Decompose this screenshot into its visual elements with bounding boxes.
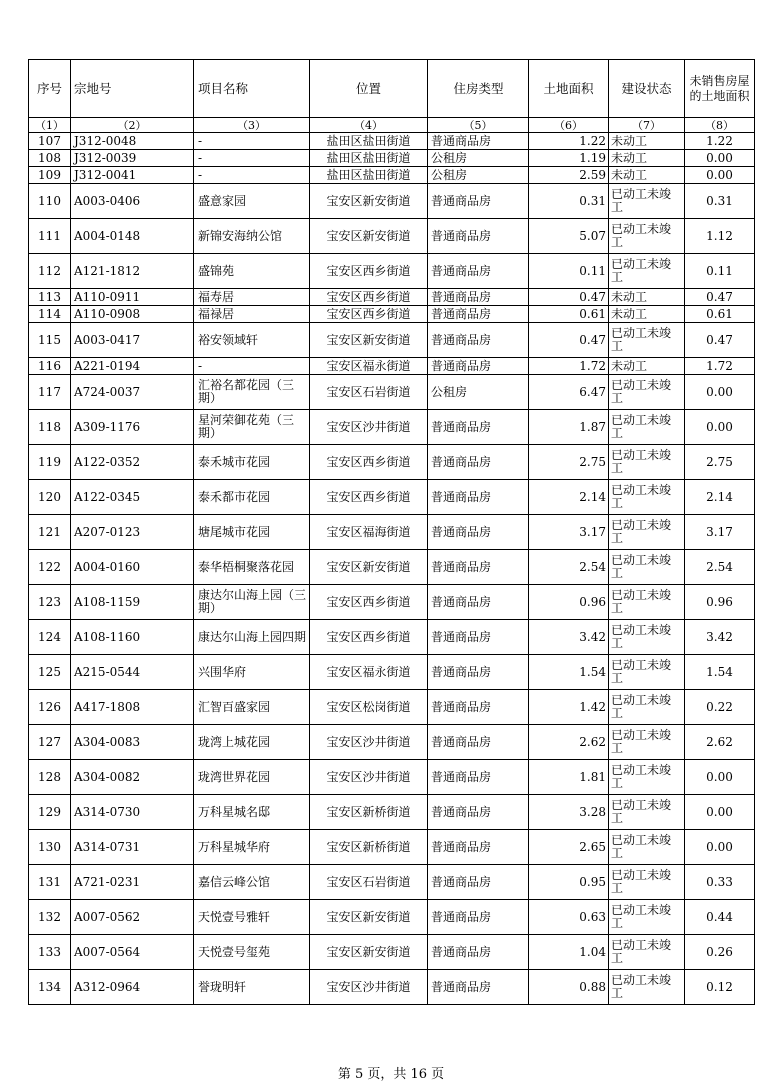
cell-land-area: 0.47 bbox=[529, 323, 609, 358]
cell-plot-number: A121-1812 bbox=[71, 254, 194, 289]
cell-plot-number: A724-0037 bbox=[71, 375, 194, 410]
cell-plot-number: A312-0964 bbox=[71, 970, 194, 1005]
cell-unsold-land-area: 0.61 bbox=[685, 306, 755, 323]
cell-housing-type: 公租房 bbox=[428, 150, 529, 167]
cell-project-name: 汇裕名都花园（三期） bbox=[194, 375, 310, 410]
column-number: （6） bbox=[529, 118, 609, 133]
table-row bbox=[29, 410, 755, 445]
header-land-area: 土地面积 bbox=[529, 60, 609, 118]
cell-project-name: 新锦安海纳公馆 bbox=[194, 219, 310, 254]
cell-construction-status: 未动工 bbox=[609, 167, 685, 184]
column-number: （8） bbox=[685, 118, 755, 133]
column-number: （3） bbox=[194, 118, 310, 133]
cell-land-area: 0.47 bbox=[529, 289, 609, 306]
cell-serial: 130 bbox=[29, 830, 71, 865]
cell-location: 宝安区沙井街道 bbox=[310, 760, 428, 795]
cell-plot-number: A007-0564 bbox=[71, 935, 194, 970]
cell-unsold-land-area: 0.00 bbox=[685, 167, 755, 184]
cell-construction-status: 已动工未竣工 bbox=[609, 900, 685, 935]
cell-location: 宝安区沙井街道 bbox=[310, 410, 428, 445]
table-row bbox=[29, 375, 755, 410]
cell-project-name: - bbox=[194, 133, 310, 150]
cell-housing-type: 普通商品房 bbox=[428, 690, 529, 725]
cell-construction-status: 已动工未竣工 bbox=[609, 445, 685, 480]
cell-housing-type: 普通商品房 bbox=[428, 133, 529, 150]
cell-housing-type: 普通商品房 bbox=[428, 480, 529, 515]
cell-project-name: 裕安领域轩 bbox=[194, 323, 310, 358]
cell-serial: 119 bbox=[29, 445, 71, 480]
cell-construction-status: 未动工 bbox=[609, 358, 685, 375]
cell-land-area: 1.54 bbox=[529, 655, 609, 690]
cell-location: 宝安区沙井街道 bbox=[310, 970, 428, 1005]
cell-housing-type: 普通商品房 bbox=[428, 725, 529, 760]
cell-construction-status: 已动工未竣工 bbox=[609, 184, 685, 219]
cell-land-area: 2.65 bbox=[529, 830, 609, 865]
header-row bbox=[29, 60, 755, 118]
table-row bbox=[29, 150, 755, 167]
cell-land-area: 3.42 bbox=[529, 620, 609, 655]
cell-construction-status: 已动工未竣工 bbox=[609, 620, 685, 655]
cell-construction-status: 已动工未竣工 bbox=[609, 375, 685, 410]
cell-unsold-land-area: 2.54 bbox=[685, 550, 755, 585]
cell-construction-status: 已动工未竣工 bbox=[609, 795, 685, 830]
cell-project-name: 塘尾城市花园 bbox=[194, 515, 310, 550]
cell-construction-status: 已动工未竣工 bbox=[609, 219, 685, 254]
table-row bbox=[29, 830, 755, 865]
table-row bbox=[29, 655, 755, 690]
cell-location: 宝安区石岩街道 bbox=[310, 865, 428, 900]
cell-plot-number: A108-1159 bbox=[71, 585, 194, 620]
cell-serial: 121 bbox=[29, 515, 71, 550]
cell-unsold-land-area: 2.75 bbox=[685, 445, 755, 480]
cell-housing-type: 公租房 bbox=[428, 167, 529, 184]
cell-unsold-land-area: 0.00 bbox=[685, 795, 755, 830]
cell-project-name: 嘉信云峰公馆 bbox=[194, 865, 310, 900]
cell-land-area: 2.62 bbox=[529, 725, 609, 760]
cell-serial: 132 bbox=[29, 900, 71, 935]
cell-housing-type: 普通商品房 bbox=[428, 620, 529, 655]
cell-project-name: - bbox=[194, 150, 310, 167]
cell-housing-type: 普通商品房 bbox=[428, 306, 529, 323]
cell-housing-type: 普通商品房 bbox=[428, 970, 529, 1005]
cell-land-area: 0.88 bbox=[529, 970, 609, 1005]
header-project-name: 项目名称 bbox=[194, 60, 310, 118]
table-row bbox=[29, 760, 755, 795]
cell-housing-type: 公租房 bbox=[428, 375, 529, 410]
cell-project-name: 珑湾世界花园 bbox=[194, 760, 310, 795]
cell-project-name: 誉珑明轩 bbox=[194, 970, 310, 1005]
cell-land-area: 3.17 bbox=[529, 515, 609, 550]
table-row bbox=[29, 184, 755, 219]
cell-plot-number: A122-0352 bbox=[71, 445, 194, 480]
cell-plot-number: A207-0123 bbox=[71, 515, 194, 550]
table-row bbox=[29, 970, 755, 1005]
cell-construction-status: 已动工未竣工 bbox=[609, 760, 685, 795]
cell-land-area: 1.87 bbox=[529, 410, 609, 445]
cell-project-name: - bbox=[194, 358, 310, 375]
cell-unsold-land-area: 0.00 bbox=[685, 830, 755, 865]
cell-project-name: 福寿居 bbox=[194, 289, 310, 306]
cell-housing-type: 普通商品房 bbox=[428, 830, 529, 865]
cell-construction-status: 已动工未竣工 bbox=[609, 410, 685, 445]
cell-unsold-land-area: 0.22 bbox=[685, 690, 755, 725]
cell-housing-type: 普通商品房 bbox=[428, 358, 529, 375]
cell-serial: 128 bbox=[29, 760, 71, 795]
header-serial: 序号 bbox=[29, 60, 71, 118]
cell-construction-status: 已动工未竣工 bbox=[609, 690, 685, 725]
table-row bbox=[29, 445, 755, 480]
cell-plot-number: A304-0082 bbox=[71, 760, 194, 795]
cell-land-area: 2.14 bbox=[529, 480, 609, 515]
cell-project-name: 盛锦苑 bbox=[194, 254, 310, 289]
cell-serial: 134 bbox=[29, 970, 71, 1005]
cell-construction-status: 未动工 bbox=[609, 306, 685, 323]
cell-land-area: 1.04 bbox=[529, 935, 609, 970]
column-number-row bbox=[29, 118, 755, 133]
cell-location: 盐田区盐田街道 bbox=[310, 167, 428, 184]
cell-location: 宝安区新安街道 bbox=[310, 900, 428, 935]
column-number: （7） bbox=[609, 118, 685, 133]
cell-land-area: 0.31 bbox=[529, 184, 609, 219]
cell-location: 盐田区盐田街道 bbox=[310, 150, 428, 167]
cell-location: 宝安区西乡街道 bbox=[310, 445, 428, 480]
cell-construction-status: 已动工未竣工 bbox=[609, 725, 685, 760]
cell-project-name: 万科星城名邸 bbox=[194, 795, 310, 830]
table-row bbox=[29, 167, 755, 184]
cell-housing-type: 普通商品房 bbox=[428, 219, 529, 254]
cell-location: 宝安区新安街道 bbox=[310, 935, 428, 970]
cell-serial: 125 bbox=[29, 655, 71, 690]
cell-unsold-land-area: 0.47 bbox=[685, 323, 755, 358]
cell-serial: 131 bbox=[29, 865, 71, 900]
cell-unsold-land-area: 0.47 bbox=[685, 289, 755, 306]
cell-land-area: 1.72 bbox=[529, 358, 609, 375]
cell-housing-type: 普通商品房 bbox=[428, 585, 529, 620]
cell-unsold-land-area: 3.42 bbox=[685, 620, 755, 655]
cell-serial: 114 bbox=[29, 306, 71, 323]
cell-construction-status: 已动工未竣工 bbox=[609, 970, 685, 1005]
cell-plot-number: A007-0562 bbox=[71, 900, 194, 935]
cell-land-area: 1.19 bbox=[529, 150, 609, 167]
table-row bbox=[29, 935, 755, 970]
cell-serial: 109 bbox=[29, 167, 71, 184]
cell-housing-type: 普通商品房 bbox=[428, 445, 529, 480]
page-footer: 第 5 页，共 16 页 bbox=[337, 1067, 445, 1082]
cell-location: 宝安区新桥街道 bbox=[310, 830, 428, 865]
cell-location: 宝安区福永街道 bbox=[310, 655, 428, 690]
cell-land-area: 6.47 bbox=[529, 375, 609, 410]
cell-plot-number: A304-0083 bbox=[71, 725, 194, 760]
cell-land-area: 3.28 bbox=[529, 795, 609, 830]
cell-project-name: 康达尔山海上园（三期） bbox=[194, 585, 310, 620]
cell-construction-status: 已动工未竣工 bbox=[609, 323, 685, 358]
cell-housing-type: 普通商品房 bbox=[428, 760, 529, 795]
cell-location: 宝安区石岩街道 bbox=[310, 375, 428, 410]
header-unsold-land-area: 未销售房屋的土地面积 bbox=[685, 60, 755, 118]
cell-serial: 116 bbox=[29, 358, 71, 375]
cell-unsold-land-area: 2.62 bbox=[685, 725, 755, 760]
cell-unsold-land-area: 0.33 bbox=[685, 865, 755, 900]
cell-unsold-land-area: 0.11 bbox=[685, 254, 755, 289]
cell-housing-type: 普通商品房 bbox=[428, 935, 529, 970]
cell-construction-status: 未动工 bbox=[609, 150, 685, 167]
cell-plot-number: A108-1160 bbox=[71, 620, 194, 655]
cell-project-name: 万科星城华府 bbox=[194, 830, 310, 865]
cell-plot-number: J312-0039 bbox=[71, 150, 194, 167]
cell-serial: 129 bbox=[29, 795, 71, 830]
cell-project-name: 天悦壹号雅轩 bbox=[194, 900, 310, 935]
table-row bbox=[29, 585, 755, 620]
cell-project-name: 康达尔山海上园四期 bbox=[194, 620, 310, 655]
table-row bbox=[29, 480, 755, 515]
column-number: （2） bbox=[71, 118, 194, 133]
column-number: （4） bbox=[310, 118, 428, 133]
cell-serial: 133 bbox=[29, 935, 71, 970]
cell-construction-status: 未动工 bbox=[609, 133, 685, 150]
column-number: （5） bbox=[428, 118, 529, 133]
cell-serial: 127 bbox=[29, 725, 71, 760]
cell-plot-number: A215-0544 bbox=[71, 655, 194, 690]
cell-location: 宝安区西乡街道 bbox=[310, 585, 428, 620]
cell-construction-status: 已动工未竣工 bbox=[609, 515, 685, 550]
cell-land-area: 1.42 bbox=[529, 690, 609, 725]
cell-unsold-land-area: 0.12 bbox=[685, 970, 755, 1005]
table-row bbox=[29, 358, 755, 375]
table-row bbox=[29, 795, 755, 830]
cell-project-name: 星河荣御花苑（三期） bbox=[194, 410, 310, 445]
cell-land-area: 1.81 bbox=[529, 760, 609, 795]
cell-housing-type: 普通商品房 bbox=[428, 323, 529, 358]
cell-plot-number: A110-0911 bbox=[71, 289, 194, 306]
cell-housing-type: 普通商品房 bbox=[428, 254, 529, 289]
cell-project-name: 珑湾上城花园 bbox=[194, 725, 310, 760]
table-row bbox=[29, 725, 755, 760]
cell-unsold-land-area: 2.14 bbox=[685, 480, 755, 515]
cell-housing-type: 普通商品房 bbox=[428, 655, 529, 690]
table-row bbox=[29, 515, 755, 550]
cell-serial: 111 bbox=[29, 219, 71, 254]
cell-housing-type: 普通商品房 bbox=[428, 900, 529, 935]
cell-construction-status: 已动工未竣工 bbox=[609, 655, 685, 690]
cell-serial: 122 bbox=[29, 550, 71, 585]
cell-land-area: 0.61 bbox=[529, 306, 609, 323]
table-row bbox=[29, 289, 755, 306]
cell-location: 宝安区新桥街道 bbox=[310, 795, 428, 830]
cell-location: 宝安区新安街道 bbox=[310, 550, 428, 585]
cell-unsold-land-area: 0.00 bbox=[685, 150, 755, 167]
table-row bbox=[29, 865, 755, 900]
cell-construction-status: 已动工未竣工 bbox=[609, 935, 685, 970]
cell-plot-number: J312-0041 bbox=[71, 167, 194, 184]
cell-serial: 110 bbox=[29, 184, 71, 219]
cell-plot-number: A122-0345 bbox=[71, 480, 194, 515]
cell-serial: 118 bbox=[29, 410, 71, 445]
cell-construction-status: 已动工未竣工 bbox=[609, 830, 685, 865]
cell-location: 宝安区福永街道 bbox=[310, 358, 428, 375]
cell-project-name: 福禄居 bbox=[194, 306, 310, 323]
table-row bbox=[29, 219, 755, 254]
table-row bbox=[29, 254, 755, 289]
cell-plot-number: A003-0406 bbox=[71, 184, 194, 219]
land-supply-table bbox=[28, 59, 755, 1005]
cell-unsold-land-area: 1.54 bbox=[685, 655, 755, 690]
cell-serial: 126 bbox=[29, 690, 71, 725]
cell-serial: 113 bbox=[29, 289, 71, 306]
cell-unsold-land-area: 0.44 bbox=[685, 900, 755, 935]
cell-serial: 108 bbox=[29, 150, 71, 167]
cell-project-name: 盛意家园 bbox=[194, 184, 310, 219]
cell-housing-type: 普通商品房 bbox=[428, 550, 529, 585]
cell-land-area: 2.59 bbox=[529, 167, 609, 184]
cell-plot-number: J312-0048 bbox=[71, 133, 194, 150]
cell-unsold-land-area: 0.00 bbox=[685, 410, 755, 445]
cell-construction-status: 已动工未竣工 bbox=[609, 550, 685, 585]
cell-location: 宝安区新安街道 bbox=[310, 184, 428, 219]
cell-unsold-land-area: 0.00 bbox=[685, 375, 755, 410]
cell-land-area: 0.95 bbox=[529, 865, 609, 900]
cell-location: 宝安区西乡街道 bbox=[310, 620, 428, 655]
cell-serial: 117 bbox=[29, 375, 71, 410]
cell-unsold-land-area: 3.17 bbox=[685, 515, 755, 550]
cell-unsold-land-area: 0.96 bbox=[685, 585, 755, 620]
header-location: 位置 bbox=[310, 60, 428, 118]
cell-project-name: - bbox=[194, 167, 310, 184]
cell-location: 宝安区沙井街道 bbox=[310, 725, 428, 760]
cell-plot-number: A004-0148 bbox=[71, 219, 194, 254]
header-housing-type: 住房类型 bbox=[428, 60, 529, 118]
cell-unsold-land-area: 1.22 bbox=[685, 133, 755, 150]
cell-project-name: 泰禾都市花园 bbox=[194, 480, 310, 515]
cell-serial: 107 bbox=[29, 133, 71, 150]
cell-location: 宝安区松岗街道 bbox=[310, 690, 428, 725]
cell-location: 宝安区西乡街道 bbox=[310, 306, 428, 323]
header-construction-status: 建设状态 bbox=[609, 60, 685, 118]
header-plot-number: 宗地号 bbox=[71, 60, 194, 118]
table-row bbox=[29, 620, 755, 655]
table-row bbox=[29, 900, 755, 935]
cell-construction-status: 已动工未竣工 bbox=[609, 585, 685, 620]
cell-plot-number: A314-0730 bbox=[71, 795, 194, 830]
cell-plot-number: A309-1176 bbox=[71, 410, 194, 445]
cell-land-area: 2.54 bbox=[529, 550, 609, 585]
cell-serial: 120 bbox=[29, 480, 71, 515]
cell-location: 宝安区西乡街道 bbox=[310, 254, 428, 289]
cell-plot-number: A221-0194 bbox=[71, 358, 194, 375]
cell-construction-status: 未动工 bbox=[609, 289, 685, 306]
cell-construction-status: 已动工未竣工 bbox=[609, 480, 685, 515]
cell-housing-type: 普通商品房 bbox=[428, 515, 529, 550]
cell-plot-number: A003-0417 bbox=[71, 323, 194, 358]
cell-construction-status: 已动工未竣工 bbox=[609, 254, 685, 289]
cell-project-name: 泰华梧桐聚落花园 bbox=[194, 550, 310, 585]
table-row bbox=[29, 690, 755, 725]
cell-land-area: 5.07 bbox=[529, 219, 609, 254]
cell-project-name: 泰禾城市花园 bbox=[194, 445, 310, 480]
cell-unsold-land-area: 0.31 bbox=[685, 184, 755, 219]
cell-unsold-land-area: 1.12 bbox=[685, 219, 755, 254]
cell-location: 宝安区西乡街道 bbox=[310, 289, 428, 306]
cell-housing-type: 普通商品房 bbox=[428, 410, 529, 445]
table-row bbox=[29, 133, 755, 150]
cell-serial: 115 bbox=[29, 323, 71, 358]
cell-plot-number: A721-0231 bbox=[71, 865, 194, 900]
cell-housing-type: 普通商品房 bbox=[428, 865, 529, 900]
table-row bbox=[29, 550, 755, 585]
cell-location: 宝安区新安街道 bbox=[310, 323, 428, 358]
cell-unsold-land-area: 1.72 bbox=[685, 358, 755, 375]
table-row bbox=[29, 323, 755, 358]
cell-project-name: 天悦壹号玺苑 bbox=[194, 935, 310, 970]
cell-unsold-land-area: 0.26 bbox=[685, 935, 755, 970]
cell-land-area: 1.22 bbox=[529, 133, 609, 150]
cell-serial: 124 bbox=[29, 620, 71, 655]
cell-land-area: 2.75 bbox=[529, 445, 609, 480]
cell-housing-type: 普通商品房 bbox=[428, 795, 529, 830]
cell-land-area: 0.63 bbox=[529, 900, 609, 935]
cell-location: 盐田区盐田街道 bbox=[310, 133, 428, 150]
cell-construction-status: 已动工未竣工 bbox=[609, 865, 685, 900]
cell-plot-number: A004-0160 bbox=[71, 550, 194, 585]
cell-land-area: 0.11 bbox=[529, 254, 609, 289]
cell-land-area: 0.96 bbox=[529, 585, 609, 620]
cell-location: 宝安区西乡街道 bbox=[310, 480, 428, 515]
cell-plot-number: A417-1808 bbox=[71, 690, 194, 725]
cell-serial: 112 bbox=[29, 254, 71, 289]
cell-serial: 123 bbox=[29, 585, 71, 620]
cell-plot-number: A110-0908 bbox=[71, 306, 194, 323]
table-body bbox=[29, 60, 755, 1005]
cell-project-name: 兴围华府 bbox=[194, 655, 310, 690]
cell-housing-type: 普通商品房 bbox=[428, 289, 529, 306]
cell-project-name: 汇智百盛家园 bbox=[194, 690, 310, 725]
cell-housing-type: 普通商品房 bbox=[428, 184, 529, 219]
cell-location: 宝安区福海街道 bbox=[310, 515, 428, 550]
cell-unsold-land-area: 0.00 bbox=[685, 760, 755, 795]
cell-plot-number: A314-0731 bbox=[71, 830, 194, 865]
table-row bbox=[29, 306, 755, 323]
cell-location: 宝安区新安街道 bbox=[310, 219, 428, 254]
column-number: （1） bbox=[29, 118, 71, 133]
